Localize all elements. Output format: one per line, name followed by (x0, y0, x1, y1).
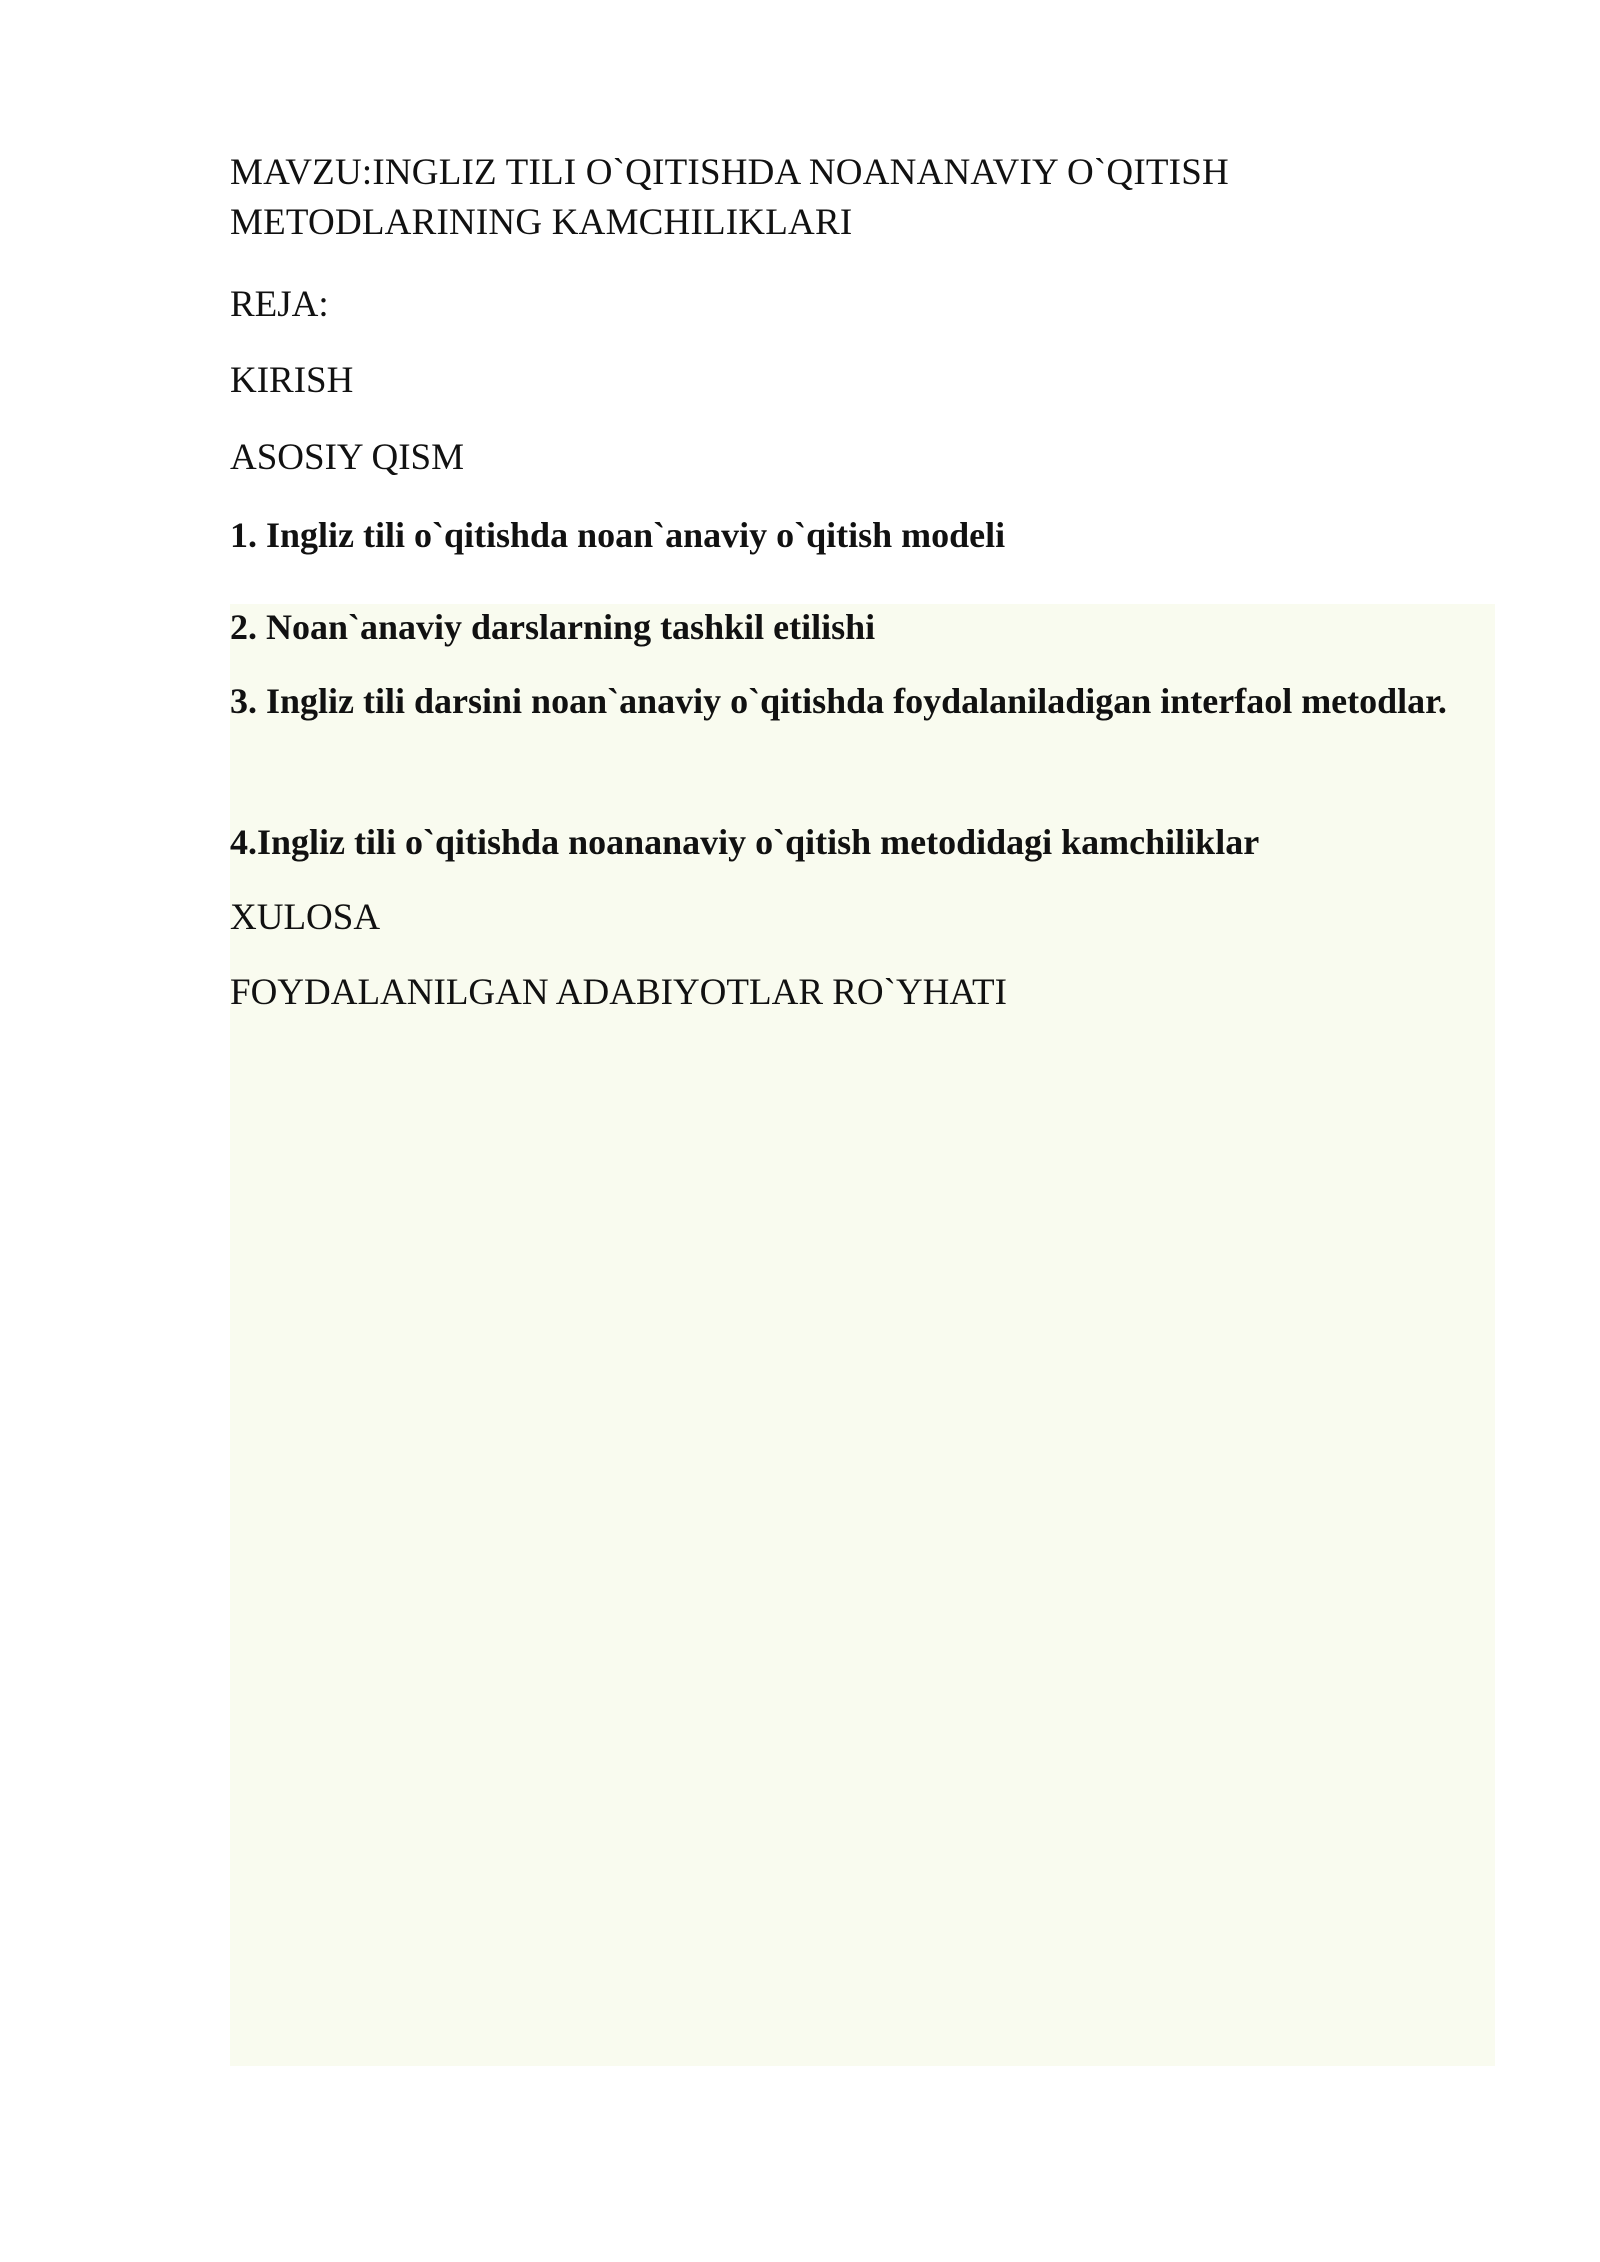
document-title (230, 148, 1430, 248)
references-heading: FOYDALANILGAN ADABIYOTLAR RO`YHATI (230, 972, 1007, 1013)
plan-item-3: 3. Ingliz tili darsini noan`anaviy o`qitishda foydalaniladigan interfaol metodlar. (230, 681, 1447, 721)
conclusion-heading: XULOSA (230, 897, 381, 938)
plan-item-1: 1. Ingliz tili o`qitishda noan`anaviy o`qitish modeli (230, 515, 1006, 555)
title-line-2: METODLARINING KAMCHILIKLARI (230, 202, 853, 243)
plan-item-4: 4.Ingliz tili o`qitishda noananaviy o`qitish metodidagi kamchiliklar (230, 822, 1260, 862)
intro-heading: KIRISH (230, 360, 354, 401)
title-line-1: MAVZU:INGLIZ TILI O`QITISHDA NOANANAVIY O`QITISH (230, 152, 1229, 193)
plan-heading: REJA: (230, 284, 329, 325)
plan-item-2: 2. Noan`anaviy darslarning tashkil etilishi (230, 607, 876, 647)
main-part-heading: ASOSIY QISM (230, 437, 465, 478)
